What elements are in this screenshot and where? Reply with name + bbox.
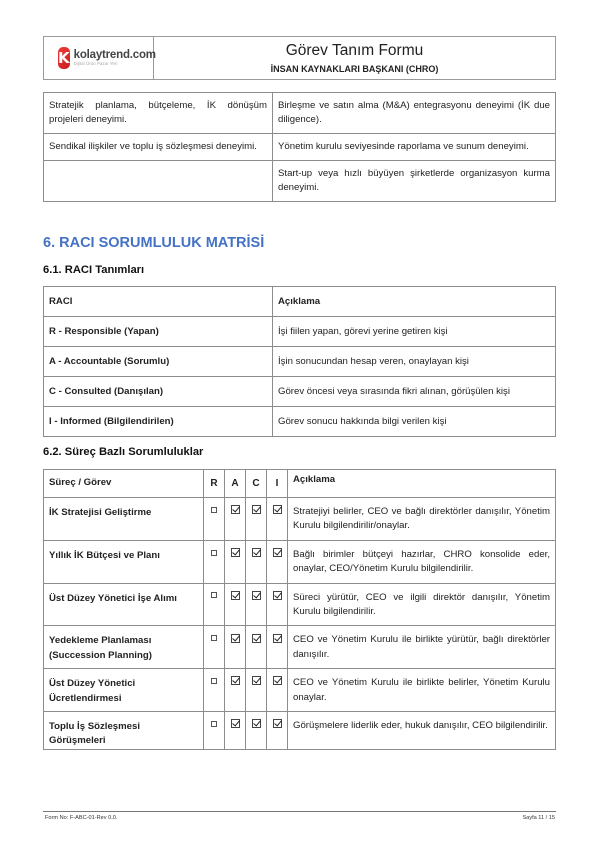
raci-role: C - Consulted (Danışılan) xyxy=(44,377,273,407)
checked-box-icon xyxy=(252,505,261,514)
raci-r-cell xyxy=(204,669,225,712)
process-description: CEO ve Yönetim Kurulu ile birlikte belirler, Yönetim Kurulu onaylar. xyxy=(288,669,556,712)
checked-box-icon xyxy=(273,634,282,643)
logo xyxy=(44,37,154,79)
qualification-cell: Yönetim kurulu seviyesinde raporlama ve sunum deneyimi. xyxy=(273,133,556,160)
empty-box-icon xyxy=(211,678,217,684)
empty-box-icon xyxy=(211,635,217,641)
section-6-1-heading: 6.1. RACI Tanımları xyxy=(43,264,145,276)
checked-box-icon xyxy=(252,591,261,600)
process-description: Görüşmelere liderlik eder, hukuk danışılır, CEO bilgilendirilir. xyxy=(288,711,556,749)
empty-box-icon xyxy=(211,507,217,513)
raci-a-cell xyxy=(225,498,246,541)
empty-box-icon xyxy=(211,592,217,598)
logo-tagline: Dijital Ürün Pazar Yeri xyxy=(73,61,118,66)
empty-box-icon xyxy=(211,550,217,556)
process-name: İK Stratejisi Geliştirme xyxy=(44,498,204,541)
raci-i-cell xyxy=(267,626,288,669)
raci-a-cell xyxy=(225,626,246,669)
raci-r-cell xyxy=(204,626,225,669)
checked-box-icon xyxy=(231,719,240,728)
raci-role: A - Accountable (Sorumlu) xyxy=(44,347,273,377)
footer-divider xyxy=(43,811,556,812)
checked-box-icon xyxy=(252,676,261,685)
checked-box-icon xyxy=(252,719,261,728)
checked-box-icon xyxy=(273,548,282,557)
qualification-cell: Start-up veya hızlı büyüyen şirketlerde organizasyon kurma deneyimi. xyxy=(273,160,556,201)
raci-role: I - Informed (Bilgilendirilen) xyxy=(44,407,273,437)
page-number: Sayfa 11 / 15 xyxy=(522,815,555,821)
section-6-2-heading: 6.2. Süreç Bazlı Sorumluluklar xyxy=(43,446,204,458)
raci-c-cell xyxy=(246,498,267,541)
raci-i-cell xyxy=(267,540,288,583)
raci-a-cell xyxy=(225,583,246,626)
checked-box-icon xyxy=(273,505,282,514)
raci-c-cell xyxy=(246,711,267,749)
process-description: Bağlı birimler bütçeyi hazırlar, CHRO konsolide eder, onaylar, CEO/Yönetim Kurulu bilgilendirilir. xyxy=(288,540,556,583)
process-responsibilities-table xyxy=(43,469,556,750)
raci-r-cell xyxy=(204,498,225,541)
column-header: Açıklama xyxy=(288,470,556,498)
checked-box-icon xyxy=(231,548,240,557)
column-header: RACI xyxy=(44,287,273,317)
section-6-heading: 6. RACI SORUMLULUK MATRİSİ xyxy=(43,235,265,251)
raci-r-cell xyxy=(204,711,225,749)
process-name: Yıllık İK Bütçesi ve Planı xyxy=(44,540,204,583)
checked-box-icon xyxy=(231,591,240,600)
raci-header-row xyxy=(44,287,556,317)
raci-i-cell xyxy=(267,498,288,541)
process-description: Süreci yürütür, CEO ve ilgili direktör danışılır, Yönetim Kurulu bilgilendirilir. xyxy=(288,583,556,626)
process-name: Toplu İş Sözleşmesi Görüşmeleri xyxy=(44,711,204,749)
column-header: Süreç / Görev xyxy=(44,470,204,498)
form-title: Görev Tanım Formu xyxy=(285,42,424,60)
process-name: Üst Düzey Yönetici İşe Alımı xyxy=(44,583,204,626)
raci-row xyxy=(44,317,556,347)
qualification-cell: Stratejik planlama, bütçeleme, İK dönüşüm projeleri deneyimi. xyxy=(44,93,273,134)
raci-a-cell xyxy=(225,540,246,583)
qualification-cell xyxy=(44,160,273,201)
checked-box-icon xyxy=(273,591,282,600)
qualification-row xyxy=(44,160,556,201)
raci-i-cell xyxy=(267,583,288,626)
raci-i-cell xyxy=(267,669,288,712)
raci-description: Görev sonucu hakkında bilgi verilen kişi xyxy=(273,407,556,437)
qualification-row xyxy=(44,133,556,160)
raci-c-cell xyxy=(246,583,267,626)
raci-row xyxy=(44,407,556,437)
qualification-row xyxy=(44,93,556,134)
raci-description: Görev öncesi veya sırasında fikri alınan, görüşülen kişi xyxy=(273,377,556,407)
process-name: Yedekleme Planlaması (Succession Planning) xyxy=(44,626,204,669)
checked-box-icon xyxy=(231,676,240,685)
process-row xyxy=(44,669,556,712)
column-header: R xyxy=(204,470,225,498)
form-subtitle: İNSAN KAYNAKLARI BAŞKANI (CHRO) xyxy=(270,63,439,74)
checked-box-icon xyxy=(252,634,261,643)
column-header: I xyxy=(267,470,288,498)
qualification-cell: Birleşme ve satın alma (M&A) entegrasyonu deneyimi (İK due diligence). xyxy=(273,93,556,134)
document-header xyxy=(43,36,556,80)
qualifications-table xyxy=(43,92,556,202)
checked-box-icon xyxy=(231,634,240,643)
qualification-cell: Sendikal ilişkiler ve toplu iş sözleşmesi deneyimi. xyxy=(44,133,273,160)
raci-role: R - Responsible (Yapan) xyxy=(44,317,273,347)
raci-description: İşin sonucundan hesap veren, onaylayan kişi xyxy=(273,347,556,377)
raci-c-cell xyxy=(246,626,267,669)
raci-c-cell xyxy=(246,540,267,583)
empty-box-icon xyxy=(211,721,217,727)
process-row xyxy=(44,626,556,669)
process-row xyxy=(44,540,556,583)
raci-description: İşi fiilen yapan, görevi yerine getiren kişi xyxy=(273,317,556,347)
process-row xyxy=(44,583,556,626)
process-name: Üst Düzey Yönetici Ücretlendirmesi xyxy=(44,669,204,712)
checked-box-icon xyxy=(273,676,282,685)
checked-box-icon xyxy=(231,505,240,514)
process-description: Stratejiyi belirler, CEO ve bağlı direktörler danışılır, Yönetim Kurulu bilgilendirilir/onaylar. xyxy=(288,498,556,541)
raci-r-cell xyxy=(204,540,225,583)
raci-i-cell xyxy=(267,711,288,749)
raci-c-cell xyxy=(246,669,267,712)
raci-definitions-table xyxy=(43,286,556,437)
process-header-row xyxy=(44,470,556,498)
process-row xyxy=(44,498,556,541)
column-header: Açıklama xyxy=(273,287,556,317)
process-row xyxy=(44,711,556,749)
column-header: C xyxy=(246,470,267,498)
checked-box-icon xyxy=(252,548,261,557)
form-number: Form No: F-ABC-01-Rev 0.0. xyxy=(45,815,118,821)
column-header: A xyxy=(225,470,246,498)
raci-r-cell xyxy=(204,583,225,626)
raci-a-cell xyxy=(225,711,246,749)
raci-a-cell xyxy=(225,669,246,712)
process-description: CEO ve Yönetim Kurulu ile birlikte yürütür, bağlı direktörler danışılır. xyxy=(288,626,556,669)
raci-row xyxy=(44,377,556,407)
kolaytrend-logo-icon: K xyxy=(58,49,70,67)
logo-name: kolaytrend.com xyxy=(73,48,156,61)
checked-box-icon xyxy=(273,719,282,728)
raci-row xyxy=(44,347,556,377)
